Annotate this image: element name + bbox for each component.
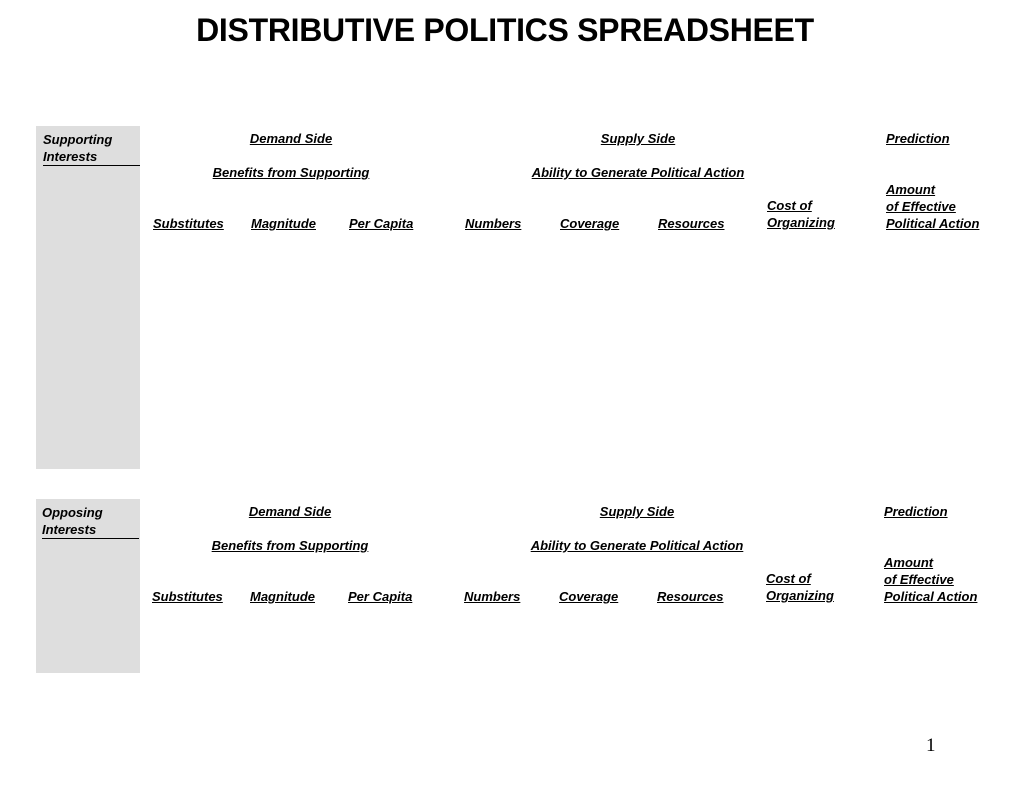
column-resources: Resources: [657, 589, 724, 604]
supporting-interests-section: [0, 126, 1024, 470]
benefits-header: Benefits from Supporting: [212, 165, 370, 180]
supporting-interests-panel: [36, 126, 140, 469]
page-title: DISTRIBUTIVE POLITICS SPREADSHEET: [196, 12, 814, 48]
ability-header: Ability to Generate Political Action: [531, 165, 745, 180]
prediction-header: Prediction: [884, 504, 948, 519]
column-magnitude: Magnitude: [250, 589, 315, 604]
supply-side-header: Supply Side: [600, 131, 676, 146]
prediction-header: Prediction: [886, 131, 950, 146]
ability-header: Ability to Generate Political Action: [530, 538, 744, 553]
column-numbers: Numbers: [465, 216, 522, 231]
amount-header: Amount of Effective Political Action: [886, 182, 980, 231]
opposing-interests-label: Opposing Interests: [42, 504, 139, 539]
cost-header: Cost of Organizing: [767, 198, 835, 230]
column-per-capita: Per Capita: [348, 589, 413, 604]
demand-side-header: Demand Side: [249, 131, 333, 146]
column-coverage: Coverage: [559, 589, 619, 604]
column-resources: Resources: [658, 216, 725, 231]
page-number: 1: [926, 735, 936, 756]
opposing-interests-section: [0, 499, 1024, 674]
column-substitutes: Substitutes: [152, 589, 223, 604]
benefits-header: Benefits from Supporting: [211, 538, 369, 553]
demand-side-header: Demand Side: [248, 504, 332, 519]
cost-header: Cost of Organizing: [766, 571, 834, 603]
column-magnitude: Magnitude: [251, 216, 316, 231]
column-per-capita: Per Capita: [349, 216, 414, 231]
opposing-interests-panel: [36, 499, 140, 673]
amount-header: Amount of Effective Political Action: [884, 555, 978, 604]
supply-side-header: Supply Side: [599, 504, 675, 519]
column-coverage: Coverage: [560, 216, 620, 231]
column-numbers: Numbers: [464, 589, 521, 604]
column-substitutes: Substitutes: [153, 216, 224, 231]
supporting-interests-label: Supporting Interests: [43, 131, 140, 166]
